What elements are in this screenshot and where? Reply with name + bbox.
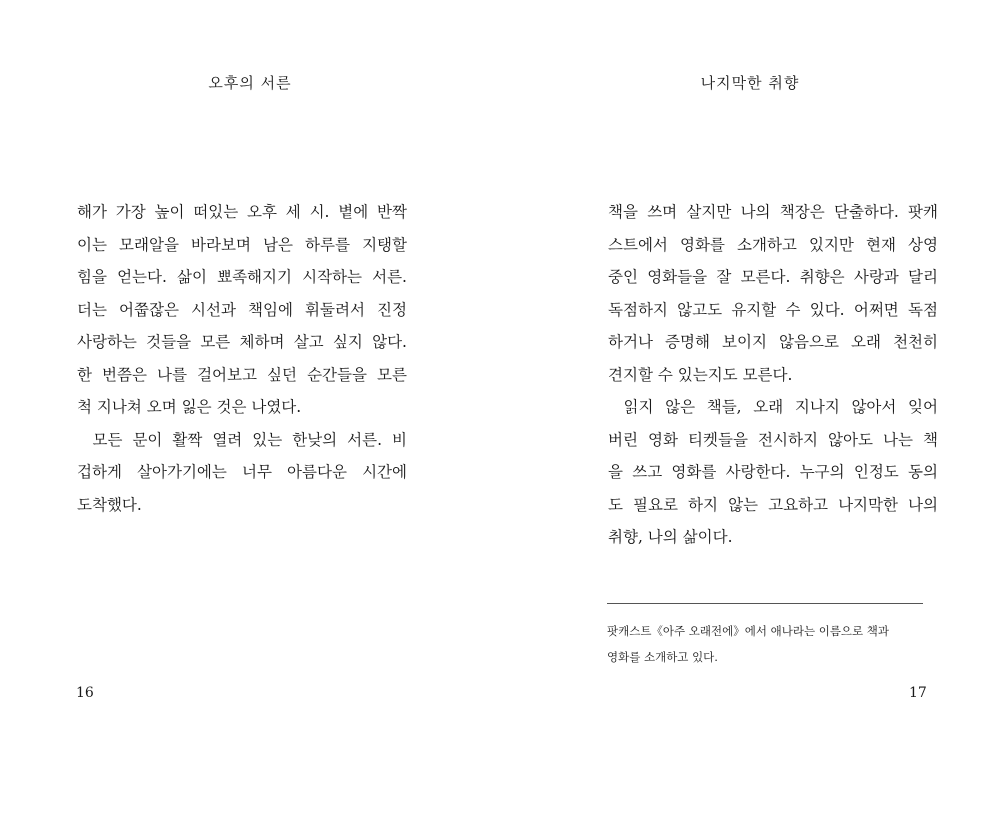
- footnote-line: 팟캐스트《아주 오래전에》에서 애나라는 이름으로 책과: [607, 624, 890, 638]
- body-line: 척 지나쳐 오며 잃은 것은 나였다.: [77, 398, 302, 416]
- right-page-number: 17: [909, 685, 927, 701]
- left-page-number: 16: [76, 685, 94, 701]
- body-line: 겁하게 살아가기에는 너무 아름다운 시간에: [77, 463, 407, 481]
- right-body-text: [608, 196, 938, 554]
- body-line: 힘을 얻는다. 삶이 뾰족해지기 시작하는 서른.: [77, 268, 407, 286]
- body-line: 하거나 증명해 보이지 않음으로 오래 천천히: [608, 333, 938, 351]
- body-line: 중인 영화들을 잘 모른다. 취향은 사랑과 달리: [608, 268, 938, 286]
- body-line: 읽지 않은 책들, 오래 지나지 않아서 잊어: [623, 398, 938, 416]
- body-line: 더는 어쭙잖은 시선과 책임에 휘둘려서 진정: [77, 300, 407, 319]
- body-line: 도 필요로 하지 않는 고요하고 나지막한 나의: [608, 495, 938, 514]
- body-line: 도착했다.: [77, 495, 142, 514]
- footnote-line: 영화를 소개하고 있다.: [607, 650, 718, 664]
- body-line: 한 번쯤은 나를 걸어보고 싶던 순간들을 모른: [77, 365, 407, 384]
- left-body-text: [77, 196, 407, 521]
- left-running-head: 오후의 서른: [208, 74, 292, 92]
- body-line: 책을 쓰며 살지만 나의 책장은 단출하다. 팟캐: [608, 203, 938, 221]
- body-line: 해가 가장 높이 떠있는 오후 세 시. 볕에 반짝: [77, 203, 407, 221]
- body-line: 견지할 수 있는지도 모른다.: [608, 365, 793, 384]
- footnote-rule: [607, 603, 923, 604]
- body-line: 을 쓰고 영화를 사랑한다. 누구의 인정도 동의: [608, 463, 938, 481]
- body-line: 버린 영화 티켓들을 전시하지 않아도 나는 책: [608, 430, 938, 449]
- right-running-head: 나지막한 취향: [700, 74, 800, 92]
- body-line: 스트에서 영화를 소개하고 있지만 현재 상영: [608, 235, 938, 254]
- right-page: [500, 0, 1000, 824]
- body-line: 모든 문이 활짝 열려 있는 한낮의 서른. 비: [92, 430, 407, 449]
- footnote: [607, 618, 927, 670]
- body-line: 취향, 나의 삶이다.: [608, 528, 733, 546]
- body-line: 독점하지 않고도 유지할 수 있다. 어쩌면 독점: [608, 300, 938, 319]
- body-line: 이는 모래알을 바라보며 남은 하루를 지탱할: [77, 235, 407, 254]
- body-line: 사랑하는 것들을 모른 체하며 살고 싶지 않다.: [77, 333, 407, 351]
